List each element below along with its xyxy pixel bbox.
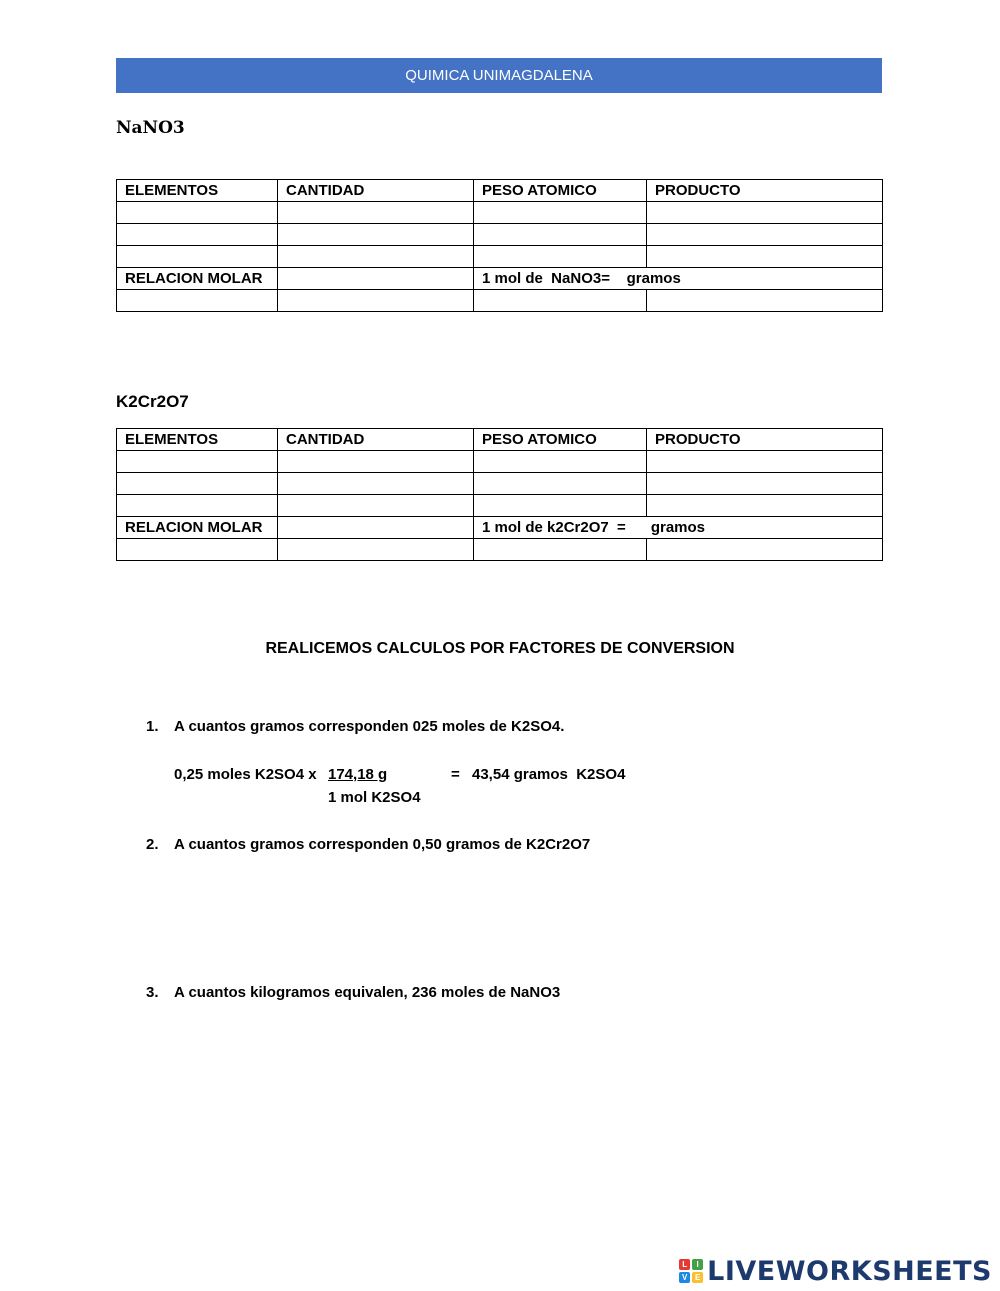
table-row	[117, 495, 883, 517]
answer-cell[interactable]	[647, 539, 883, 561]
table-row	[117, 473, 883, 495]
answer-cell[interactable]	[278, 451, 474, 473]
answer-cell[interactable]	[647, 202, 883, 224]
logo-letter: I	[692, 1259, 703, 1270]
question-text: A cuantos kilogramos equivalen, 236 moles de NaNO3	[174, 984, 561, 1001]
answer-cell[interactable]	[474, 224, 647, 246]
answer-cell[interactable]	[474, 202, 647, 224]
table-row	[117, 539, 883, 561]
header-bar	[116, 58, 882, 93]
example-given: 0,25 moles K2SO4 x	[174, 766, 317, 783]
answer-cell[interactable]	[117, 202, 278, 224]
answer-cell[interactable]	[117, 473, 278, 495]
header-cell-peso-atomico: PESO ATOMICO	[474, 180, 647, 202]
question-text: A cuantos gramos corresponden 0,50 gramos de K2Cr2O7	[174, 836, 591, 853]
header-cell-producto: PRODUCTO	[647, 429, 883, 451]
answer-cell[interactable]	[474, 495, 647, 517]
answer-cell[interactable]	[474, 290, 647, 312]
header-cell-producto: PRODUCTO	[647, 180, 883, 202]
relation-value: 1 mol de k2Cr2O7 = gramos	[474, 517, 883, 539]
answer-cell[interactable]	[278, 268, 474, 290]
table-row	[117, 202, 883, 224]
answer-cell[interactable]	[647, 451, 883, 473]
logo-text: LIVEWORKSHEETS	[707, 1255, 992, 1287]
answer-cell[interactable]	[647, 495, 883, 517]
question-number: 2.	[146, 836, 159, 853]
answer-cell[interactable]	[117, 224, 278, 246]
logo-letter: V	[679, 1272, 690, 1283]
header-title: QUIMICA UNIMAGDALENA	[405, 67, 593, 84]
answer-cell[interactable]	[117, 246, 278, 268]
table-row	[117, 246, 883, 268]
question-3	[146, 984, 560, 1001]
question-number: 1.	[146, 718, 159, 735]
liveworksheets-logo	[679, 1255, 992, 1287]
answer-cell[interactable]	[474, 246, 647, 268]
table-header-row	[117, 180, 883, 202]
answer-cell[interactable]	[647, 473, 883, 495]
example-numerator: 174,18 g	[328, 766, 388, 783]
relation-row	[117, 268, 883, 290]
logo-letter: E	[692, 1272, 703, 1283]
example-denominator: 1 mol K2SO4	[328, 789, 421, 806]
question-number: 3.	[146, 984, 159, 1001]
answer-cell[interactable]	[278, 473, 474, 495]
answer-cell[interactable]	[647, 290, 883, 312]
table-row	[117, 451, 883, 473]
k2cr2o7-table	[116, 428, 883, 561]
answer-cell[interactable]	[474, 451, 647, 473]
logo-grid-icon	[679, 1259, 703, 1283]
answer-cell[interactable]	[278, 539, 474, 561]
answer-cell[interactable]	[474, 473, 647, 495]
table-row	[117, 290, 883, 312]
question-text: A cuantos gramos corresponden 025 moles de K2SO4.	[174, 718, 565, 735]
nano3-table	[116, 179, 883, 312]
answer-cell[interactable]	[278, 224, 474, 246]
answer-cell[interactable]	[117, 290, 278, 312]
answer-cell[interactable]	[474, 539, 647, 561]
section-heading: REALICEMOS CALCULOS POR FACTORES DE CONVERSION	[265, 640, 735, 657]
question-2	[146, 836, 590, 853]
example-equals: =	[451, 766, 460, 783]
answer-cell[interactable]	[278, 495, 474, 517]
logo-letter: L	[679, 1259, 690, 1270]
relation-row	[117, 517, 883, 539]
header-cell-cantidad: CANTIDAD	[278, 180, 474, 202]
example-result: 43,54 gramos K2SO4	[472, 766, 626, 783]
header-cell-cantidad: CANTIDAD	[278, 429, 474, 451]
answer-cell[interactable]	[117, 539, 278, 561]
answer-cell[interactable]	[117, 451, 278, 473]
answer-cell[interactable]	[117, 495, 278, 517]
answer-cell[interactable]	[278, 246, 474, 268]
relation-label: RELACION MOLAR	[117, 268, 278, 290]
relation-label: RELACION MOLAR	[117, 517, 278, 539]
answer-cell[interactable]	[647, 224, 883, 246]
table-header-row	[117, 429, 883, 451]
compound-title-nano3: NaNO3	[116, 118, 185, 138]
compound-title-k2cr2o7: K2Cr2O7	[116, 392, 189, 411]
answer-cell[interactable]	[278, 290, 474, 312]
table-row	[117, 224, 883, 246]
answer-cell[interactable]	[278, 517, 474, 539]
relation-value: 1 mol de NaNO3= gramos	[474, 268, 883, 290]
header-cell-peso-atomico: PESO ATOMICO	[474, 429, 647, 451]
answer-cell[interactable]	[278, 202, 474, 224]
answer-cell[interactable]	[647, 246, 883, 268]
header-cell-elementos: ELEMENTOS	[117, 429, 278, 451]
header-cell-elementos: ELEMENTOS	[117, 180, 278, 202]
question-1	[146, 718, 564, 735]
